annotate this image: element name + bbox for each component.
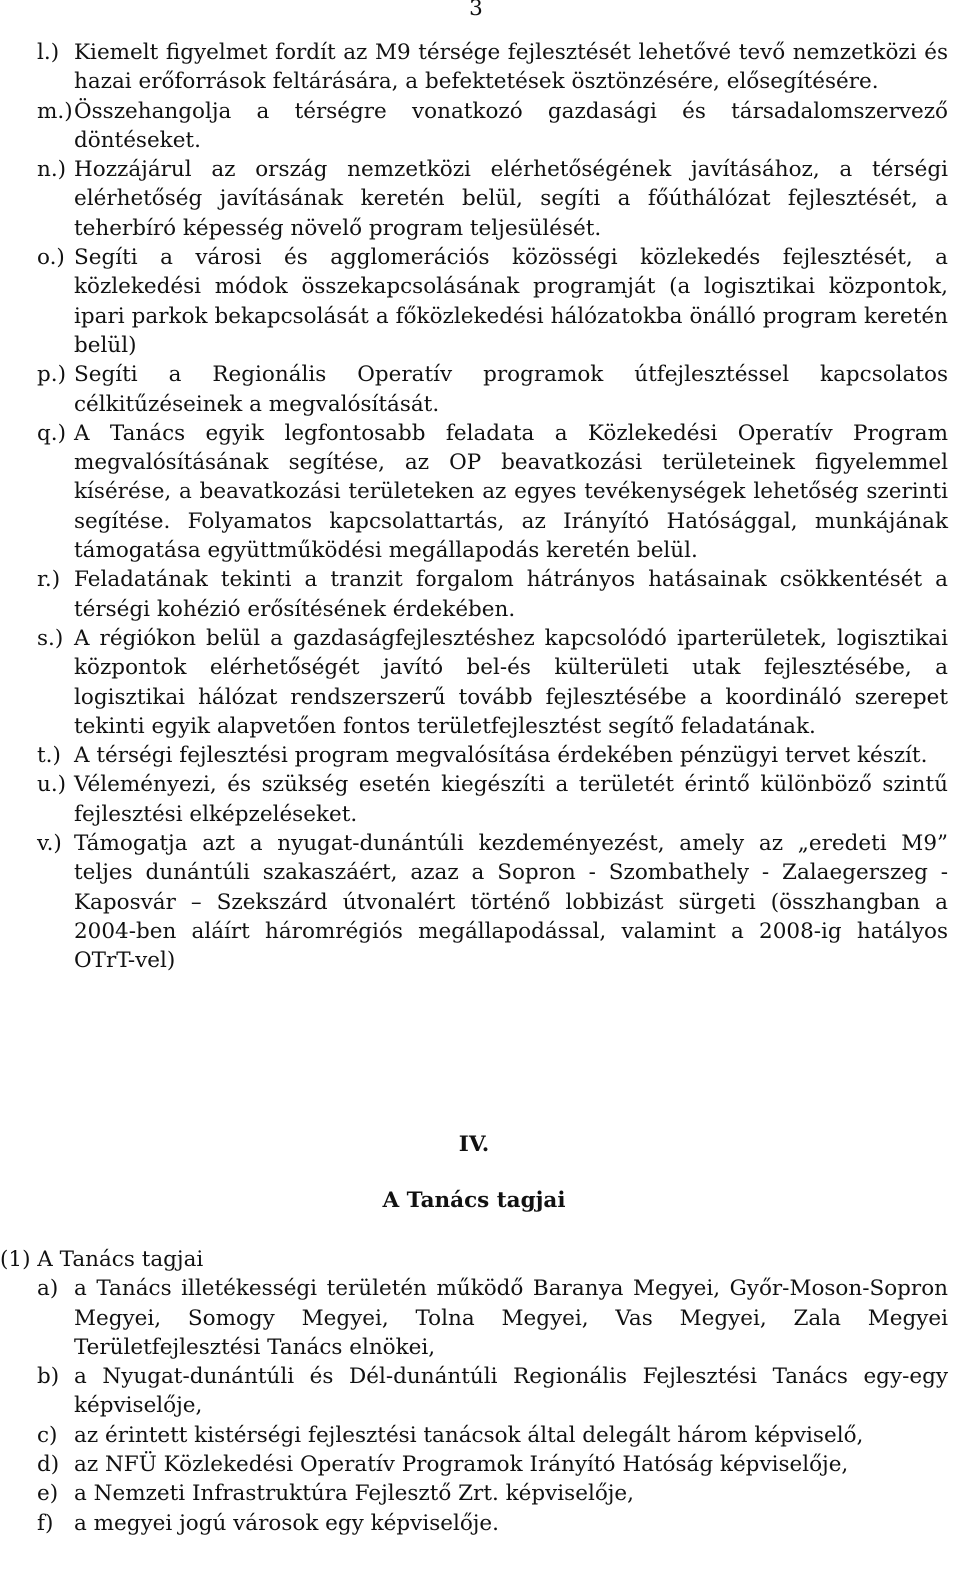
item-text: Feladatának tekinti a tranzit forgalom hátrányos hatásainak csökkentését a térségi kohézió erősítésének érdekében. [74, 567, 948, 622]
member-item [37, 1450, 948, 1479]
member-item [37, 1509, 948, 1538]
list-item [37, 741, 948, 770]
section-title: A Tanács tagjai [382, 1188, 566, 1213]
item-text: Segíti a városi és agglomerációs közösségi közlekedés fejlesztését, a közlekedési módok összekapcsolásának programját (a logisztikai központok, ipari parkok bekapcsolását a főközlekedési hálózatokba önálló program keretén belül) [74, 245, 948, 358]
member-label: b) [37, 1364, 60, 1390]
item-label: l.) [37, 40, 60, 65]
list-item [37, 624, 948, 741]
member-text: a Nyugat-dunántúli és Dél-dunántúli Regionális Fejlesztési Tanács egy-egy képviselője, [74, 1364, 948, 1419]
member-text: az NFÜ Közlekedési Operatív Programok Irányító Hatóság képviselője, [74, 1452, 849, 1478]
page-number: 3 [469, 0, 483, 21]
member-label: e) [37, 1481, 59, 1507]
list-item [37, 419, 948, 565]
item-label: t.) [37, 743, 61, 769]
item-label: o.) [37, 245, 65, 271]
list-item [37, 155, 948, 243]
section-number: IV. [458, 1132, 490, 1157]
member-text: az érintett kistérségi fejlesztési tanácsok által delegált három képviselő, [74, 1422, 864, 1448]
list-item [37, 97, 948, 156]
item-text: A Tanács egyik legfontosabb feladata a Közlekedési Operatív Program megvalósításának segítése, az OP beavatkozási területeinek figyelemmel kísérése, a beavatkozási területeken az egyes tevékenységek lehetőség szerinti segítése. Folyamatos kapcsolattartás, az Irányító Hatósággal, munkájának támogatása együttműködési megállapodás keretén belül. [74, 420, 948, 564]
members-intro: (1) A Tanács tagjai [0, 1247, 204, 1272]
members-section [0, 1245, 948, 1538]
member-item [37, 1479, 948, 1508]
item-text: Segíti a Regionális Operatív programok útfejlesztéssel kapcsolatos célkitűzéseinek a megvalósítását. [74, 362, 948, 417]
task-list [37, 38, 948, 976]
item-text: Összehangolja a térségre vonatkozó gazdasági és társadalomszervező döntéseket. [74, 98, 948, 153]
list-item [37, 360, 948, 419]
member-label: a) [37, 1276, 59, 1302]
member-label: d) [37, 1452, 60, 1478]
member-text: a megyei jogú városok egy képviselője. [74, 1510, 499, 1536]
item-label: n.) [37, 157, 67, 183]
list-item [37, 243, 948, 360]
item-label: m.) [37, 98, 73, 124]
item-text: Kiemelt figyelmet fordít az M9 térsége fejlesztését lehetővé tevő nemzetközi és hazai erőforrások feltárására, a befektetések ösztönzésére, elősegítésére. [74, 40, 948, 95]
item-label: s.) [37, 625, 64, 651]
member-text: a Nemzeti Infrastruktúra Fejlesztő Zrt. képviselője, [74, 1481, 634, 1507]
item-label: r.) [37, 567, 61, 593]
item-label: p.) [37, 362, 66, 388]
list-item [37, 38, 948, 97]
list-item [37, 770, 948, 829]
member-label: c) [37, 1422, 58, 1448]
item-text: A régiókon belül a gazdaságfejlesztéshez kapcsolódó iparterületek, logisztikai központok elérhetőségét javító bel-és külterületi utak fejlesztésébe, a logisztikai hálózat rendszerszerű tovább fejlesztésébe a koordináló szerepet tekinti egyik alapvetően fontos területfejlesztést segítő feladatának. [74, 625, 948, 739]
item-label: q.) [37, 420, 66, 446]
item-text: Hozzájárul az ország nemzetközi elérhetőségének javításához, a térségi elérhetőség javításának keretén belül, segíti a főúthálózat fejlesztését, a teherbíró képesség növelő program teljesülését. [74, 157, 948, 241]
member-item [37, 1274, 948, 1362]
item-text: A térségi fejlesztési program megvalósítása érdekében pénzügyi tervet készít. [74, 743, 928, 769]
item-text: Véleményezi, és szükség esetén kiegészíti a területét érintő különböző szintű fejlesztési elképzeléseket. [74, 772, 948, 827]
member-text: a Tanács illetékességi területén működő Baranya Megyei, Győr-Moson-Sopron Megyei, Somogy Megyei, Tolna Megyei, Vas Megyei, Zala Megyei Területfejlesztési Tanács elnökei, [74, 1276, 948, 1360]
list-item [37, 565, 948, 624]
member-label: f) [37, 1510, 54, 1536]
member-item [37, 1362, 948, 1421]
item-label: v.) [37, 831, 62, 857]
item-text: Támogatja azt a nyugat-dunántúli kezdeményezést, amely az „eredeti M9” teljes dunántúli szakaszáért, azaz a Sopron - Szombathely - Zalaegerszeg - Kaposvár – Szekszárd útvonalért történő lobbizást sürgeti (összhangban a 2004-ben aláírt háromrégiós megállapodással, valamint a 2008-ig hatályos OTrT-vel) [74, 831, 948, 974]
member-item [37, 1421, 948, 1450]
list-item [37, 829, 948, 975]
item-label: u.) [37, 772, 67, 798]
